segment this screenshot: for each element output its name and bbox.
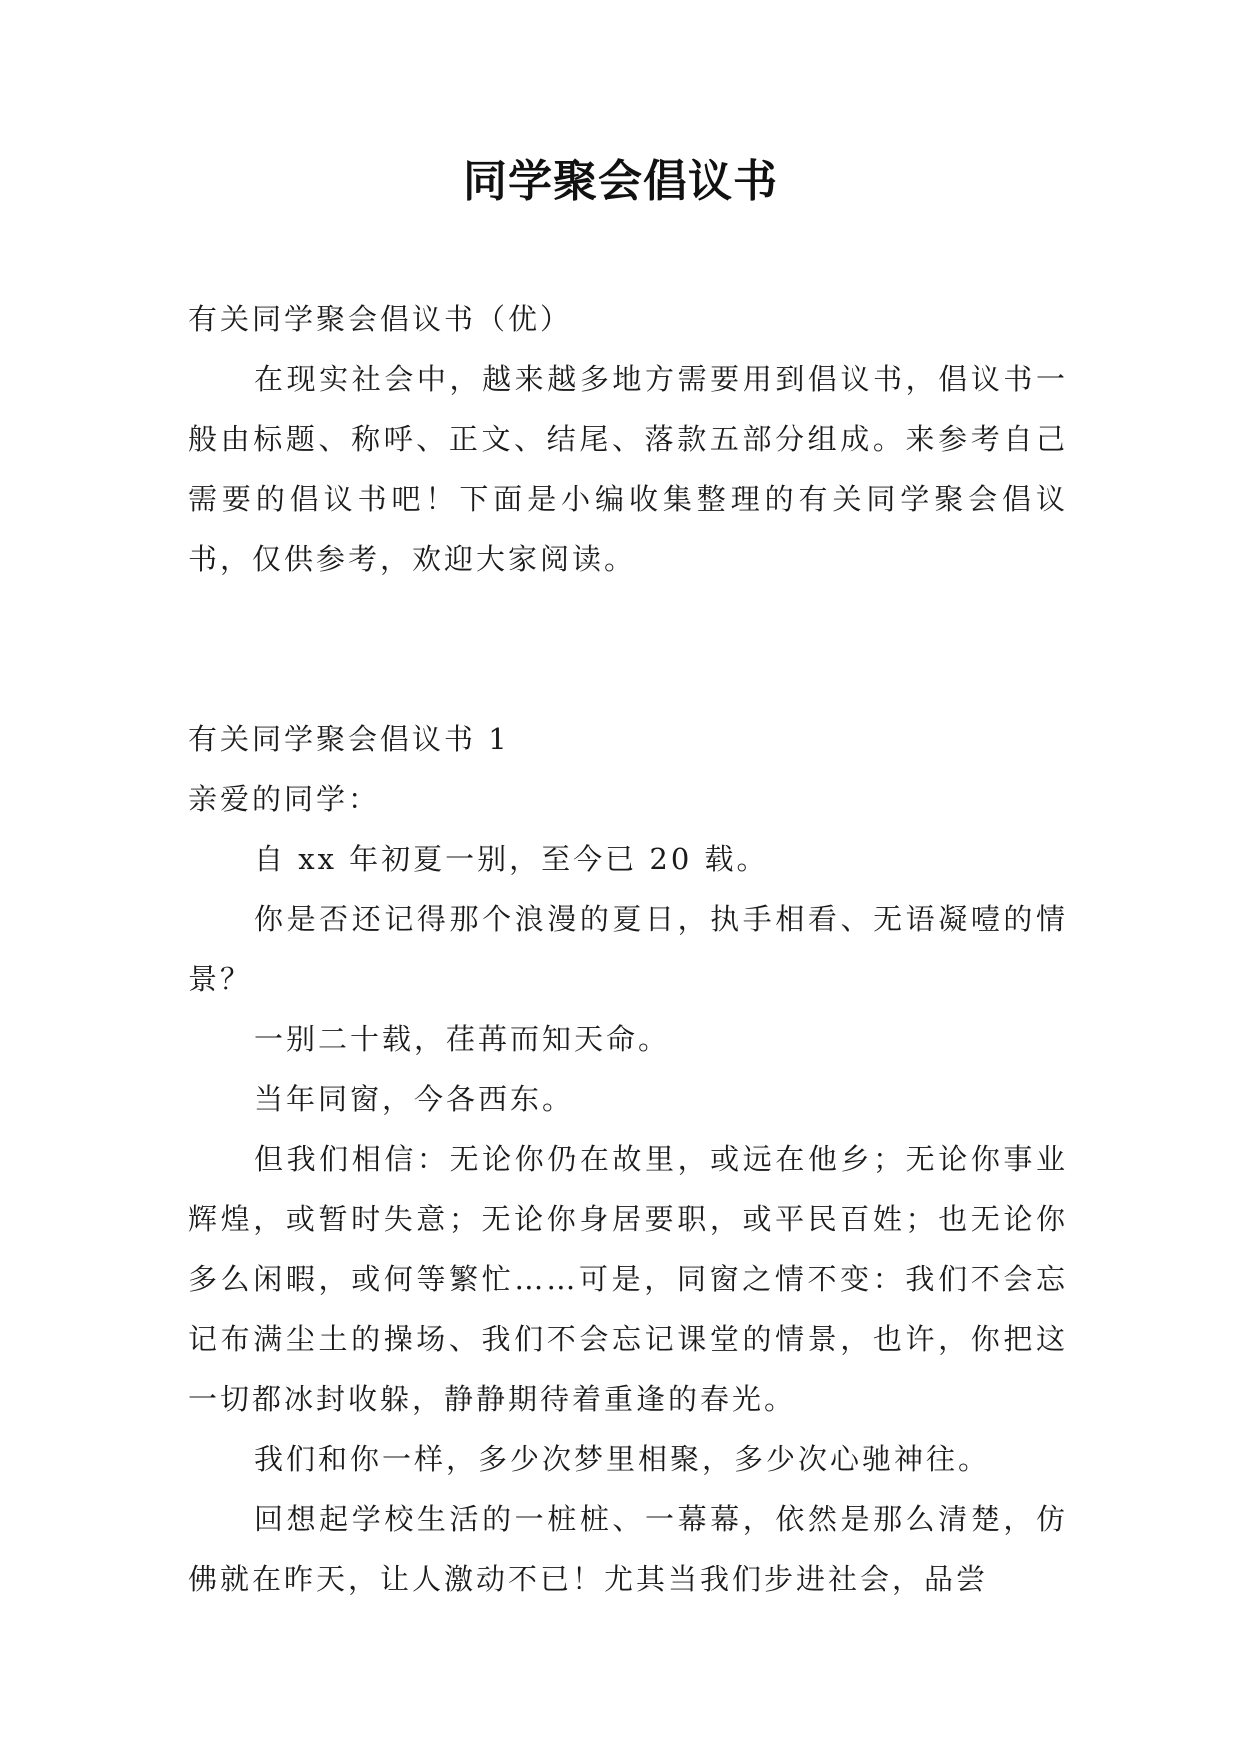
salutation: 亲爱的同学： — [188, 782, 381, 816]
section-heading: 有关同学聚会倡议书 1 — [188, 722, 510, 756]
body-paragraph: 你是否还记得那个浪漫的夏日，执手相看、无语凝噎的情景？ — [188, 902, 1068, 996]
body-paragraph: 一别二十载，荏苒而知天命。 — [254, 1022, 671, 1056]
document-title: 同学聚会倡议书 — [463, 156, 778, 207]
body-paragraph: 当年同窗，今各西东。 — [254, 1082, 575, 1116]
section-heading: 有关同学聚会倡议书（优） — [188, 302, 573, 336]
body-paragraph: 回想起学校生活的一桩桩、一幕幕，依然是那么清楚，仿佛就在昨天，让人激动不已！尤其当我们步进社会，品尝 — [188, 1502, 1068, 1596]
body-paragraph: 但我们相信：无论你仍在故里，或远在他乡；无论你事业辉煌，或暂时失意；无论你身居要职，或平民百姓；也无论你多么闲暇，或何等繁忙……可是，同窗之情不变：我们不会忘记布满尘土的操场、我们不会忘记课堂的情景，也许，你把这一切都冰封收躲，静静期待着重逢的春光。 — [188, 1142, 1068, 1416]
body-paragraph: 自 xx 年初夏一别，至今已 20 载。 — [254, 842, 769, 876]
intro-paragraph: 在现实社会中，越来越多地方需要用到倡议书，倡议书一般由标题、称呼、正文、结尾、落款五部分组成。来参考自己需要的倡议书吧！下面是小编收集整理的有关同学聚会倡议书，仅供参考，欢迎大家阅读。 — [188, 362, 1068, 576]
body-paragraph: 我们和你一样，多少次梦里相聚，多少次心驰神往。 — [254, 1442, 991, 1476]
section-spacer — [188, 589, 1068, 709]
document-body — [188, 289, 1068, 1609]
